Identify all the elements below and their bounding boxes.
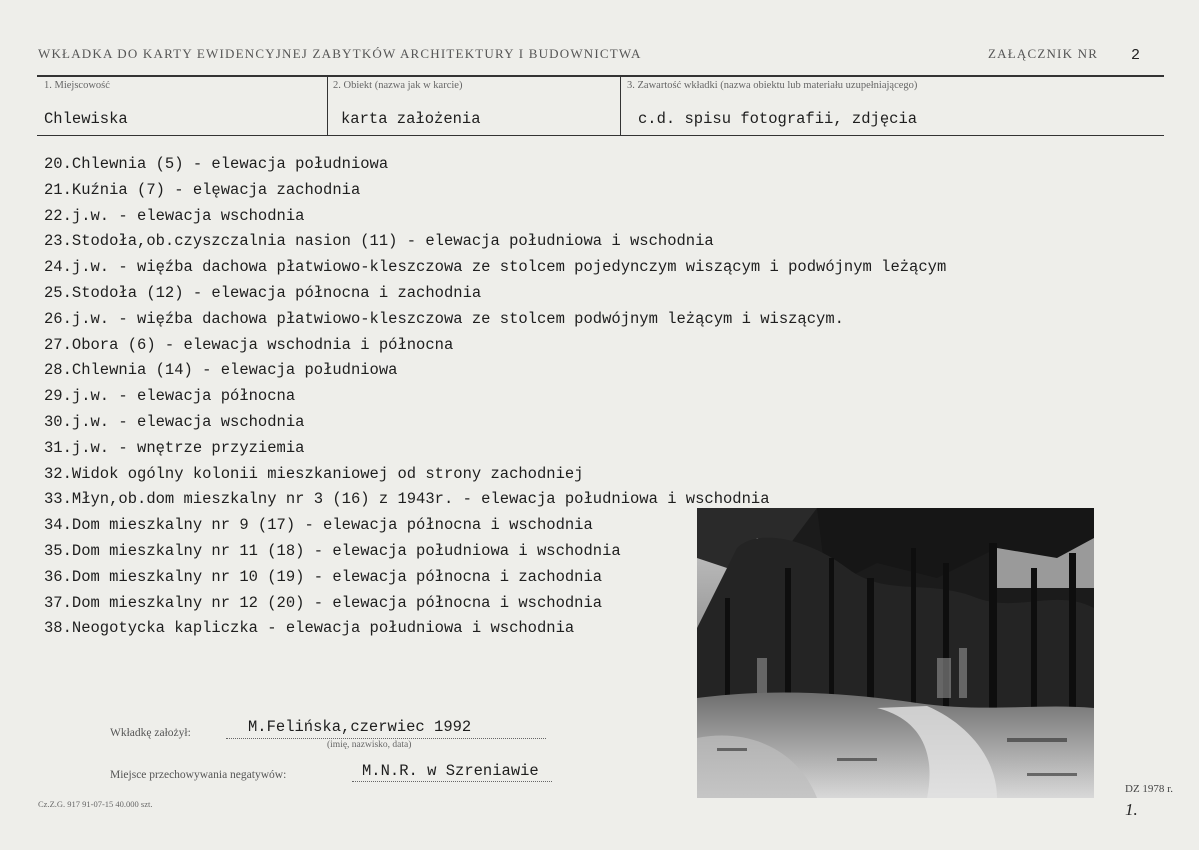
- list-item: 32.Widok ogólny kolonii mieszkaniowej od strony zachodniej: [44, 464, 584, 483]
- list-item: 31.j.w. - wnętrze przyziemia: [44, 438, 305, 457]
- list-item: 36.Dom mieszkalny nr 10 (19) - elewacja północna i zachodnia: [44, 567, 603, 586]
- list-item: 38.Neogotycka kapliczka - elewacja południowa i wschodnia: [44, 619, 575, 638]
- list-item: 30.j.w. - elewacja wschodnia: [44, 412, 305, 431]
- field-divider-1: [327, 76, 328, 136]
- form-code: DZ 1978 r.: [1125, 783, 1173, 795]
- list-item: 26.j.w. - więźba dachowa płatwiowo-kleszczowa ze stolcem podwójnym leżącym i wiszącym.: [44, 309, 844, 328]
- list-item: 28.Chlewnia (14) - elewacja południowa: [44, 361, 398, 380]
- list-item: 34.Dom mieszkalny nr 9 (17) - elewacja północna i wschodnia: [44, 516, 593, 535]
- negatives-dotted-line: [352, 781, 552, 782]
- author-dotted-line: [226, 738, 546, 739]
- field-value-locality: Chlewiska: [44, 110, 128, 128]
- form-title: WKŁADKA DO KARTY EWIDENCYJNEJ ZABYTKÓW ARCHITEKTURY I BUDOWNICTWA: [38, 46, 642, 61]
- negatives-label: Miejsce przechowywania negatywów:: [110, 769, 287, 781]
- list-item: 29.j.w. - elewacja północna: [44, 387, 296, 406]
- field-label-object: 2. Obiekt (nazwa jak w karcie): [333, 80, 463, 91]
- annex-label: ZAŁĄCZNIK NR: [988, 46, 1099, 61]
- list-item: 27.Obora (6) - elewacja wschodnia i północna: [44, 335, 454, 354]
- header-top-rule: [37, 75, 1164, 77]
- list-item: 23.Stodoła,ob.czyszczalnia nasion (11) - elewacja południowa i wschodnia: [44, 232, 714, 251]
- list-item: 37.Dom mieszkalny nr 12 (20) - elewacja północna i wschodnia: [44, 593, 603, 612]
- list-item: 22.j.w. - elewacja wschodnia: [44, 206, 305, 225]
- list-item: 24.j.w. - więźba dachowa płatwiowo-kleszczowa ze stolcem pojedynczym wiszącym i podwójnym leżącym: [44, 258, 947, 277]
- field-value-object: karta założenia: [341, 110, 481, 128]
- header-bottom-rule: [37, 135, 1164, 136]
- list-item: 21.Kuźnia (7) - elęwacja zachodnia: [44, 180, 361, 199]
- field-label-locality: 1. Miejscowość: [44, 80, 110, 91]
- list-item: 35.Dom mieszkalny nr 11 (18) - elewacja południowa i wschodnia: [44, 541, 621, 560]
- forest-path-photo: [697, 508, 1094, 798]
- print-info: Cz.Z.G. 917 91-07-15 40.000 szt.: [38, 799, 153, 809]
- field-label-contents: 3. Zawartość wkładki (nazwa obiektu lub materiału uzupełniającego): [627, 80, 918, 91]
- page-number: 1.: [1125, 800, 1138, 819]
- author-value: M.Felińska,czerwiec 1992: [248, 718, 472, 736]
- field-divider-2: [620, 76, 621, 136]
- author-hint: (imię, nazwisko, data): [327, 740, 412, 750]
- field-value-contents: c.d. spisu fotografii, zdjęcia: [638, 110, 918, 128]
- list-item: 25.Stodoła (12) - elewacja północna i zachodnia: [44, 283, 482, 302]
- author-label: Wkładkę założył:: [110, 727, 191, 739]
- list-item: 33.Młyn,ob.dom mieszkalny nr 3 (16) z 1943r. - elewacja południowa i wschodnia: [44, 490, 770, 509]
- annex-number: 2: [1131, 47, 1141, 64]
- list-item: 20.Chlewnia (5) - elewacja południowa: [44, 155, 389, 173]
- negatives-value: M.N.R. w Szreniawie: [362, 762, 539, 780]
